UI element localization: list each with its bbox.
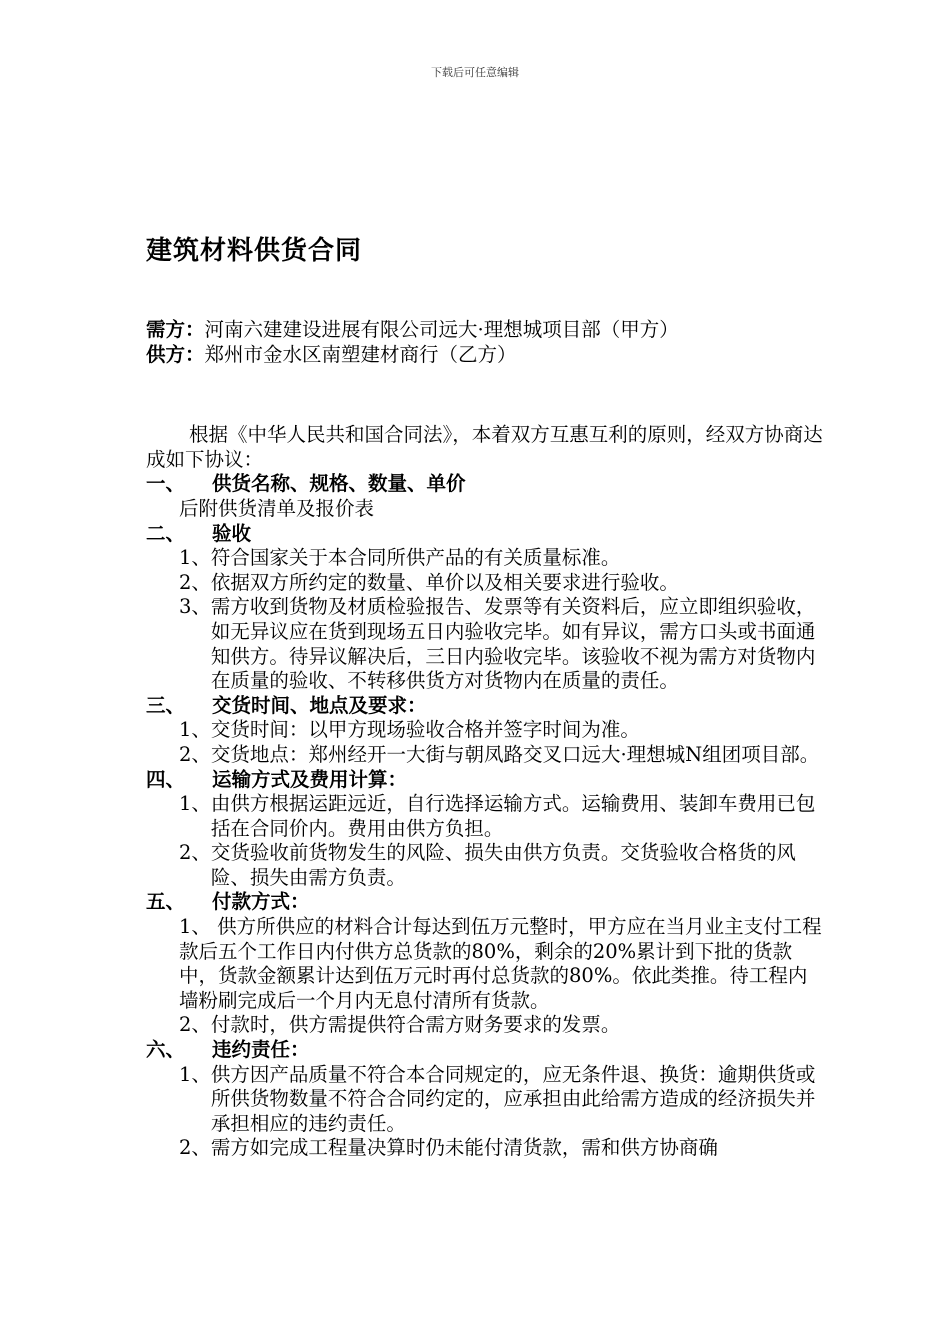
item-text: 符合国家关于本合同所供产品的有关质量标准。: [210, 546, 621, 570]
supplier-label: 供方：: [146, 342, 205, 366]
contract-body: [146, 318, 826, 1161]
supplier-line: [146, 343, 826, 368]
list-item: [146, 571, 826, 596]
item-text: 交货验收前货物发生的风险、损失由供方负责。交货验收合格货的风险、损失由需方负责。: [210, 841, 796, 889]
section-heading-6: [146, 1038, 826, 1063]
item-number: 2、: [179, 742, 211, 766]
page-header-note: 下载后可任意编辑: [431, 66, 519, 79]
section-title: 验收: [212, 521, 252, 545]
list-item: [146, 1063, 826, 1137]
item-number: 2、: [179, 1136, 211, 1160]
buyer-value: 河南六建建设进展有限公司远大·理想城项目部（甲方）: [204, 318, 679, 341]
section-number: 五、: [146, 890, 186, 914]
item-number: 1、: [179, 546, 211, 570]
section-title: 交货时间、地点及要求：: [212, 693, 427, 717]
section-heading-3: [146, 694, 826, 719]
section-number: 三、: [146, 693, 186, 717]
section-title: 付款方式：: [212, 890, 310, 914]
item-text: 供方所供应的材料合计每达到伍万元整时，甲方应在当月业主支付工程款后五个工作日内付供方总货款的80%，剩余的20%累计到下批的货款中，货款金额累计达到伍万元时再付总货款的80%。依此类推。待工程内墙粉刷完成后一个月内无息付清所有货款。: [179, 915, 822, 1012]
item-number: 1、: [179, 915, 211, 939]
item-label: 交货地点：: [210, 742, 309, 766]
list-item: [146, 546, 826, 571]
section-number: 一、: [146, 472, 186, 496]
item-text: 供方因产品质量不符合本合同规定的，应无条件退、换货：逾期供货或所供货物数量不符合合同约定的，应承担由此给需方造成的经济损失并承担相应的违约责任。: [210, 1062, 816, 1135]
buyer-label: 需方：: [146, 318, 205, 341]
item-number: 3、: [179, 595, 211, 619]
list-item: [146, 1013, 826, 1038]
list-item: [146, 718, 826, 743]
list-item: [146, 915, 826, 1013]
section-heading-4: [146, 768, 826, 793]
list-item: [146, 792, 826, 841]
item-number: 1、: [179, 718, 211, 742]
section-number: 四、: [146, 767, 186, 791]
section-heading-2: [146, 522, 826, 547]
item-number: 1、: [179, 1062, 211, 1086]
document-title: 建筑材料供货合同: [146, 236, 363, 266]
item-number: 1、: [179, 792, 211, 816]
item-text: 交货时间：以甲方现场验收合格并签字时间为准。: [210, 718, 640, 742]
item-number: 2、: [179, 570, 211, 594]
item-text: 依据双方所约定的数量、单价以及相关要求进行验收。: [210, 570, 679, 594]
section-1-line: 后附供货清单及报价表: [179, 496, 375, 520]
list-item: [146, 841, 826, 890]
section-heading-5: [146, 890, 826, 915]
item-text: 需方如完成工程量决算时仍未能付清货款，需和供方协商确: [210, 1136, 718, 1160]
item-number: 2、: [179, 841, 211, 865]
section-title: 运输方式及费用计算：: [212, 767, 408, 791]
item-body: [211, 743, 826, 768]
item-text: 郑州经开一大街与朝凤路交叉口远大·理想城N组团项目部。: [308, 742, 820, 766]
item-number: 2、: [179, 1013, 211, 1037]
buyer-line: [146, 318, 826, 343]
section-title: 供货名称、规格、数量、单价: [212, 472, 466, 496]
supplier-value: 郑州市金水区南塑建材商行（乙方）: [204, 342, 517, 366]
item-text: 需方收到货物及材质检验报告、发票等有关资料后，应立即组织验收，如无异议应在货到现场五日内验收完毕。如有异议，需方口头或书面通知供方。待异议解决后，三日内验收完毕。该验收不视为需方对货物内在质量的验收、不转移供货方对货物内在质量的责任。: [210, 595, 816, 693]
list-item: [146, 743, 826, 768]
item-text: 付款时，供方需提供符合需方财务要求的发票。: [210, 1013, 621, 1037]
item-text: 由供方根据运距远近，自行选择运输方式。运输费用、装卸车费用已包括在合同价内。费用由供方负担。: [210, 792, 816, 840]
section-title: 违约责任：: [212, 1038, 310, 1062]
section-heading-1: [146, 472, 826, 497]
list-item: [146, 595, 826, 693]
list-item: [146, 1136, 826, 1161]
section-number: 六、: [146, 1038, 186, 1062]
section-number: 二、: [146, 521, 186, 545]
intro-paragraph: 根据《中华人民共和国合同法》，本着双方互惠互利的原则，经双方协商达成如下协议：: [146, 423, 823, 471]
